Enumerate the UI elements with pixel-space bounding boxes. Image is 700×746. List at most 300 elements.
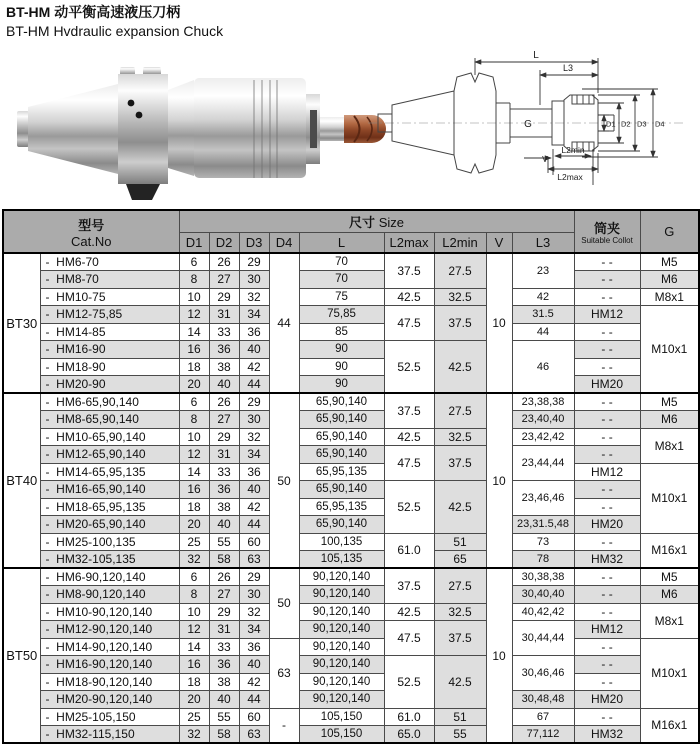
table-row [3, 586, 699, 604]
cell-l3: 23,31.5,48 [512, 516, 574, 534]
cell-g: M8x1 [640, 428, 699, 463]
cell-d3: 34 [239, 306, 269, 324]
cell-l2min: 32.5 [434, 288, 486, 306]
cell-d1: 18 [179, 498, 209, 516]
cell-l: 90,120,140 [299, 621, 384, 639]
table-row [3, 288, 699, 306]
table-row [3, 393, 699, 411]
cell-g: M16x1 [640, 533, 699, 568]
cell-d2: 38 [209, 673, 239, 691]
header-l2min: L2min [434, 232, 486, 253]
cell-d3: 36 [239, 638, 269, 656]
cell-l3: 23,46,46 [512, 481, 574, 516]
section-bt30 [3, 253, 699, 393]
cell-collet: HM20 [574, 516, 640, 534]
cell-l: 65,95,135 [299, 463, 384, 481]
cell-model: - HM8-70 [40, 271, 179, 289]
cell-d3: 44 [239, 376, 269, 394]
cell-l3: 23,44,44 [512, 446, 574, 481]
cell-l2max: 37.5 [384, 253, 434, 288]
cell-d1: 6 [179, 568, 209, 586]
cell-d4: - [269, 708, 299, 743]
table-row [3, 673, 699, 691]
product-photo [14, 50, 394, 205]
label-D3: D3 [637, 119, 647, 129]
cell-l3: 42 [512, 288, 574, 306]
cell-l: 85 [299, 323, 384, 341]
cell-collet: - - [574, 446, 640, 464]
cell-l2min: 37.5 [434, 446, 486, 481]
cell-model: - HM10-75 [40, 288, 179, 306]
cell-collet: - - [574, 358, 640, 376]
table-row [3, 376, 699, 394]
cell-d3: 30 [239, 586, 269, 604]
header-g: G [640, 210, 699, 253]
cell-d3: 44 [239, 516, 269, 534]
cell-collet: - - [574, 288, 640, 306]
cell-d1: 12 [179, 621, 209, 639]
table-row [3, 533, 699, 551]
table-row [3, 323, 699, 341]
cell-d3: 44 [239, 691, 269, 709]
cell-l: 75 [299, 288, 384, 306]
cell-g: M5 [640, 568, 699, 586]
cell-l2max: 37.5 [384, 568, 434, 603]
cell-collet: - - [574, 533, 640, 551]
cell-collet: HM12 [574, 463, 640, 481]
cell-l3: 23,40,40 [512, 411, 574, 429]
cell-l3: 40,42,42 [512, 603, 574, 621]
header-v: V [486, 232, 512, 253]
cell-l2max: 47.5 [384, 621, 434, 656]
cell-model: - HM25-100,135 [40, 533, 179, 551]
header-d1: D1 [179, 232, 209, 253]
table-row [3, 516, 699, 534]
cell-collet: - - [574, 708, 640, 726]
cell-d2: 27 [209, 411, 239, 429]
cell-g: M6 [640, 411, 699, 429]
cell-d3: 40 [239, 481, 269, 499]
cell-l: 90,120,140 [299, 691, 384, 709]
cell-d3: 30 [239, 411, 269, 429]
cell-l: 70 [299, 271, 384, 289]
cell-v: 10 [486, 393, 512, 568]
table-row [3, 463, 699, 481]
cell-d2: 58 [209, 726, 239, 744]
cell-l2min: 42.5 [434, 341, 486, 394]
cell-d1: 8 [179, 586, 209, 604]
cell-model: - HM10-90,120,140 [40, 603, 179, 621]
cell-d2: 36 [209, 656, 239, 674]
cell-d1: 14 [179, 638, 209, 656]
cell-collet: - - [574, 498, 640, 516]
cell-l: 90,120,140 [299, 656, 384, 674]
table-row [3, 358, 699, 376]
cell-d2: 31 [209, 621, 239, 639]
cell-l2min: 51 [434, 533, 486, 551]
cell-l: 90,120,140 [299, 568, 384, 586]
section-bt50 [3, 568, 699, 743]
cell-collet: - - [574, 603, 640, 621]
cell-d2: 31 [209, 306, 239, 324]
cell-d2: 29 [209, 428, 239, 446]
cell-l: 65,90,140 [299, 411, 384, 429]
table-header [3, 210, 699, 253]
cell-model: - HM8-65,90,140 [40, 411, 179, 429]
cell-d2: 26 [209, 253, 239, 271]
cell-l3: 30,38,38 [512, 568, 574, 586]
cell-l: 90,120,140 [299, 586, 384, 604]
cell-d3: 40 [239, 341, 269, 359]
cell-model: - HM12-90,120,140 [40, 621, 179, 639]
cell-l2max: 47.5 [384, 446, 434, 481]
cell-l3: 31.5 [512, 306, 574, 324]
cell-v: 10 [486, 253, 512, 393]
cell-model: - HM20-90 [40, 376, 179, 394]
cell-d2: 40 [209, 516, 239, 534]
cell-d3: 42 [239, 673, 269, 691]
cell-d1: 10 [179, 603, 209, 621]
cell-model: - HM14-90,120,140 [40, 638, 179, 656]
header-collet-cn: 筒夹 [594, 221, 621, 236]
cell-g: M6 [640, 586, 699, 604]
label-D2: D2 [621, 119, 631, 129]
cell-collet: - - [574, 638, 640, 656]
cell-d1: 25 [179, 708, 209, 726]
table-row [3, 446, 699, 464]
cell-collet: - - [574, 673, 640, 691]
cell-g: M10x1 [640, 638, 699, 708]
cell-model: - HM32-115,150 [40, 726, 179, 744]
cell-d2: 40 [209, 691, 239, 709]
header-collet [574, 210, 640, 253]
cell-model: - HM16-90,120,140 [40, 656, 179, 674]
cell-l: 75,85 [299, 306, 384, 324]
cell-g: M8x1 [640, 288, 699, 306]
cell-l2max: 42.5 [384, 428, 434, 446]
cell-d2: 27 [209, 586, 239, 604]
cell-d2: 29 [209, 288, 239, 306]
cell-l: 100,135 [299, 533, 384, 551]
cell-d1: 14 [179, 463, 209, 481]
dimension-diagram [352, 44, 697, 204]
cell-d3: 36 [239, 463, 269, 481]
cell-l2min: 27.5 [434, 568, 486, 603]
cell-l3: 30,48,48 [512, 691, 574, 709]
cell-l: 65,90,140 [299, 393, 384, 411]
cell-d4: 50 [269, 568, 299, 638]
cell-l2max: 61.0 [384, 533, 434, 568]
cell-model: - HM10-65,90,140 [40, 428, 179, 446]
cell-d3: 42 [239, 498, 269, 516]
cell-model: - HM12-75,85 [40, 306, 179, 324]
cell-d3: 30 [239, 271, 269, 289]
cell-d2: 33 [209, 463, 239, 481]
dimension-labels [524, 50, 664, 182]
header-l2max: L2max [384, 232, 434, 253]
cell-collet: HM32 [574, 551, 640, 569]
cell-d2: 58 [209, 551, 239, 569]
cell-d2: 36 [209, 481, 239, 499]
label-D4: D4 [655, 119, 665, 129]
cell-collet: - - [574, 586, 640, 604]
cell-l: 90,120,140 [299, 673, 384, 691]
cell-model: - HM18-90,120,140 [40, 673, 179, 691]
cell-l: 65,90,140 [299, 516, 384, 534]
cell-collet: - - [574, 253, 640, 271]
cell-d3: 36 [239, 323, 269, 341]
cell-d2: 26 [209, 393, 239, 411]
cell-d2: 36 [209, 341, 239, 359]
cell-collet: HM20 [574, 691, 640, 709]
cell-d1: 6 [179, 393, 209, 411]
cell-l2max: 42.5 [384, 288, 434, 306]
cell-collet: HM20 [574, 376, 640, 394]
cell-d3: 63 [239, 726, 269, 744]
cell-l2max: 42.5 [384, 603, 434, 621]
cell-d2: 55 [209, 533, 239, 551]
header-catno [3, 210, 179, 253]
table-row [3, 656, 699, 674]
cell-d1: 8 [179, 271, 209, 289]
cell-l2min: 37.5 [434, 306, 486, 341]
cell-d1: 16 [179, 341, 209, 359]
cell-d3: 63 [239, 551, 269, 569]
cell-g: M5 [640, 393, 699, 411]
cell-l3: 23 [512, 253, 574, 288]
label-L2max: L2max [557, 172, 583, 182]
cell-model: - HM16-90 [40, 341, 179, 359]
table-row [3, 411, 699, 429]
cell-g: M16x1 [640, 708, 699, 743]
title-english: BT-HM Hvdraulic expansion Chuck [6, 23, 224, 39]
cell-d3: 42 [239, 358, 269, 376]
table-row [3, 498, 699, 516]
cell-d1: 20 [179, 376, 209, 394]
cell-l3: 44 [512, 323, 574, 341]
cell-l: 105,150 [299, 708, 384, 726]
cell-l2max: 47.5 [384, 306, 434, 341]
cell-d1: 32 [179, 551, 209, 569]
table-row [3, 551, 699, 569]
cell-l: 70 [299, 253, 384, 271]
cell-g: M8x1 [640, 603, 699, 638]
header-catno-en: Cat.No [71, 233, 112, 249]
cell-d1: 14 [179, 323, 209, 341]
cell-model: - HM20-65,90,140 [40, 516, 179, 534]
cell-collet: - - [574, 323, 640, 341]
cell-l3: 30,46,46 [512, 656, 574, 691]
cell-collet: - - [574, 411, 640, 429]
table-row [3, 638, 699, 656]
cell-l2min: 51 [434, 708, 486, 726]
cell-d3: 29 [239, 568, 269, 586]
cell-l: 65,90,140 [299, 481, 384, 499]
cell-l2min: 32.5 [434, 428, 486, 446]
cell-collet: - - [574, 428, 640, 446]
cell-d2: 33 [209, 638, 239, 656]
cell-l3: 78 [512, 551, 574, 569]
cell-l3: 67 [512, 708, 574, 726]
cell-l: 105,150 [299, 726, 384, 744]
cell-d1: 6 [179, 253, 209, 271]
cell-model: - HM14-65,95,135 [40, 463, 179, 481]
cell-d1: 18 [179, 358, 209, 376]
cell-grp: BT40 [3, 393, 40, 568]
cell-d1: 32 [179, 726, 209, 744]
cell-collet: - - [574, 341, 640, 359]
cell-l2max: 65.0 [384, 726, 434, 744]
cell-l2min: 42.5 [434, 656, 486, 709]
table-row [3, 271, 699, 289]
label-V: V [542, 154, 548, 164]
header-d3: D3 [239, 232, 269, 253]
cell-d1: 10 [179, 428, 209, 446]
cell-d2: 38 [209, 498, 239, 516]
table-row [3, 481, 699, 499]
header-d2: D2 [209, 232, 239, 253]
cell-d3: 60 [239, 708, 269, 726]
cell-model: - HM16-65,90,140 [40, 481, 179, 499]
cell-d3: 32 [239, 428, 269, 446]
cell-d3: 60 [239, 533, 269, 551]
cell-l3: 23,38,38 [512, 393, 574, 411]
table-row [3, 708, 699, 726]
cell-l2min: 37.5 [434, 621, 486, 656]
cell-l2max: 52.5 [384, 656, 434, 709]
title-prefix: BT-HM [6, 4, 51, 20]
cell-d2: 27 [209, 271, 239, 289]
cell-model: - HM18-65,95,135 [40, 498, 179, 516]
cell-l3: 23,42,42 [512, 428, 574, 446]
cell-l2min: 27.5 [434, 393, 486, 428]
cell-l2min: 65 [434, 551, 486, 569]
cell-l2max: 61.0 [384, 708, 434, 726]
table-row [3, 726, 699, 744]
title-chinese [6, 3, 223, 22]
cell-d1: 20 [179, 691, 209, 709]
cell-model: - HM6-65,90,140 [40, 393, 179, 411]
cell-l2max: 37.5 [384, 393, 434, 428]
cell-model: - HM20-90,120,140 [40, 691, 179, 709]
cell-l: 90 [299, 376, 384, 394]
cell-d3: 32 [239, 288, 269, 306]
title-cn-text: 动平衡高速液压刀柄 [54, 4, 181, 20]
page-titles [6, 3, 223, 41]
table-row [3, 691, 699, 709]
cell-g: M10x1 [640, 306, 699, 394]
cell-g: M5 [640, 253, 699, 271]
cell-l2min: 42.5 [434, 481, 486, 534]
cell-l3: 73 [512, 533, 574, 551]
cell-model: - HM12-65,90,140 [40, 446, 179, 464]
label-D1: D1 [606, 119, 616, 129]
cell-l2min: 27.5 [434, 253, 486, 288]
cell-model: - HM25-105,150 [40, 708, 179, 726]
cell-collet: - - [574, 656, 640, 674]
cell-d2: 26 [209, 568, 239, 586]
cell-d3: 29 [239, 253, 269, 271]
table-row [3, 341, 699, 359]
cell-d1: 18 [179, 673, 209, 691]
cell-l2max: 52.5 [384, 341, 434, 394]
cell-model: - HM6-70 [40, 253, 179, 271]
cell-model: - HM32-105,135 [40, 551, 179, 569]
spec-table [2, 209, 700, 744]
table-row [3, 253, 699, 271]
cell-l: 90 [299, 358, 384, 376]
cell-grp: BT30 [3, 253, 40, 393]
label-G: G [524, 119, 532, 130]
cell-l: 90,120,140 [299, 603, 384, 621]
cell-d1: 12 [179, 306, 209, 324]
header-collet-en: Suitable Collot [581, 236, 633, 245]
cell-d1: 16 [179, 481, 209, 499]
toolholder-illustration [17, 67, 386, 200]
table-row [3, 621, 699, 639]
header-catno-cn: 型号 [78, 217, 105, 233]
cell-d3: 34 [239, 446, 269, 464]
cell-d1: 25 [179, 533, 209, 551]
cell-d2: 40 [209, 376, 239, 394]
cell-d3: 40 [239, 656, 269, 674]
cell-l: 65,95,135 [299, 498, 384, 516]
header-size-cn: 尺寸 [349, 214, 376, 230]
label-L2min: L2min [561, 145, 585, 155]
cell-model: - HM14-85 [40, 323, 179, 341]
cell-grp: BT50 [3, 568, 40, 743]
cell-d4: 44 [269, 253, 299, 393]
cell-collet: - - [574, 393, 640, 411]
cell-d1: 20 [179, 516, 209, 534]
table-row [3, 603, 699, 621]
table-row [3, 428, 699, 446]
cell-l2min: 55 [434, 726, 486, 744]
cell-collet: - - [574, 568, 640, 586]
cell-model: - HM6-90,120,140 [40, 568, 179, 586]
cell-l3: 46 [512, 341, 574, 394]
cell-d2: 29 [209, 603, 239, 621]
cell-d3: 34 [239, 621, 269, 639]
cell-l: 65,90,140 [299, 446, 384, 464]
cell-l: 90 [299, 341, 384, 359]
cell-d2: 38 [209, 358, 239, 376]
cell-collet: - - [574, 481, 640, 499]
cell-l2max: 52.5 [384, 481, 434, 534]
cell-d1: 10 [179, 288, 209, 306]
cell-l3: 30,44,44 [512, 621, 574, 656]
cell-l3: 30,40,40 [512, 586, 574, 604]
cell-collet: HM12 [574, 621, 640, 639]
header-l3: L3 [512, 232, 574, 253]
cell-d1: 12 [179, 446, 209, 464]
cell-d2: 31 [209, 446, 239, 464]
table-row [3, 306, 699, 324]
cell-v: 10 [486, 568, 512, 743]
cell-l2min: 32.5 [434, 603, 486, 621]
section-bt40 [3, 393, 699, 568]
header-size-en: Size [378, 214, 404, 230]
cell-g: M6 [640, 271, 699, 289]
label-L3: L3 [562, 63, 574, 73]
header-size [179, 210, 574, 232]
cell-collet: HM32 [574, 726, 640, 744]
cell-collet: - - [574, 271, 640, 289]
cell-d4: 50 [269, 393, 299, 568]
cell-d4: 63 [269, 638, 299, 708]
cell-model: - HM18-90 [40, 358, 179, 376]
cell-g: M10x1 [640, 463, 699, 533]
